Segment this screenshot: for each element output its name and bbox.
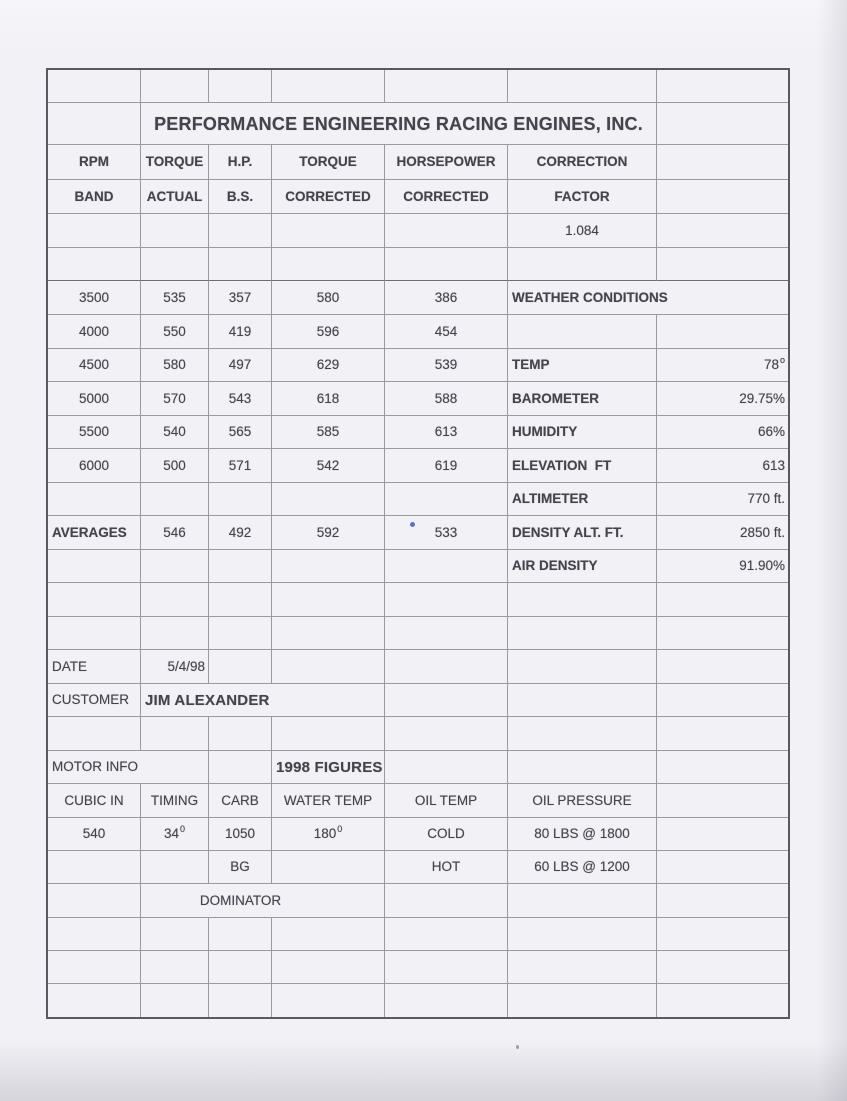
cell-text: DOMINATOR xyxy=(199,892,282,908)
sheet-cell xyxy=(48,315,141,349)
cell-text: 770 ft. xyxy=(747,491,785,507)
sheet-cell-empty xyxy=(657,248,788,281)
sheet-cell-empty xyxy=(48,483,141,516)
sheet-cell-empty xyxy=(657,818,788,851)
customer-label xyxy=(48,684,141,717)
sheet-cell: 180 $^0$ xyxy=(272,818,385,851)
cell-text: TEMP xyxy=(512,357,550,373)
cell-text: TORQUE xyxy=(299,154,357,170)
pen-dot-mark xyxy=(410,522,415,527)
sheet-cell-empty xyxy=(385,617,508,650)
sheet-cell xyxy=(657,483,788,516)
cell-text: 540 xyxy=(163,424,186,440)
sheet-cell-empty xyxy=(508,951,657,984)
sheet-cell-empty xyxy=(385,650,508,684)
cell-text: 571 xyxy=(228,457,252,473)
sheet-cell-empty xyxy=(48,984,141,1017)
cell-text: ELEVATION FT xyxy=(512,457,612,473)
sheet-cell-empty xyxy=(657,145,788,180)
sheet-cell xyxy=(141,145,209,180)
sheet-cell xyxy=(508,349,657,382)
sheet-cell-empty xyxy=(508,984,657,1017)
sheet-cell xyxy=(385,416,508,449)
sheet-cell-empty xyxy=(272,951,385,984)
weather-conditions-heading xyxy=(508,281,788,315)
cell-text: B.S. xyxy=(226,188,254,204)
sheet-cell-empty xyxy=(209,951,272,984)
cell-text: WATER TEMP xyxy=(283,792,373,808)
sheet-cell-empty xyxy=(508,684,657,717)
sheet-cell xyxy=(508,483,657,516)
sheet-cell-empty xyxy=(272,918,385,951)
sheet-cell-empty xyxy=(508,650,657,684)
sheet-cell xyxy=(209,784,272,818)
cell-text: 542 xyxy=(316,457,340,473)
cell-text: 357 xyxy=(228,289,252,305)
sheet-cell-empty xyxy=(272,984,385,1017)
sheet-cell-empty xyxy=(385,583,508,617)
sheet-cell-empty xyxy=(657,717,788,751)
sheet-cell-empty xyxy=(141,70,209,103)
cell-text: 78 xyxy=(763,357,779,373)
sheet-cell xyxy=(209,416,272,449)
sheet-cell xyxy=(385,382,508,416)
sheet-cell-empty xyxy=(48,70,141,103)
scan-speck xyxy=(516,1045,519,1049)
sheet-cell-empty xyxy=(141,984,209,1017)
sheet-cell xyxy=(385,180,508,214)
sheet-cell xyxy=(385,516,508,550)
sheet-cell-empty xyxy=(209,214,272,248)
sheet-cell xyxy=(209,851,272,884)
cell-text: FACTOR xyxy=(554,188,610,204)
sheet-cell xyxy=(657,416,788,449)
sheet-cell-empty xyxy=(508,751,657,784)
sheet-cell xyxy=(272,315,385,349)
sheet-cell-empty xyxy=(209,550,272,583)
sheet-cell xyxy=(141,349,209,382)
sheet-cell xyxy=(141,516,209,550)
sheet-cell-empty xyxy=(508,918,657,951)
cell-text: 4000 xyxy=(78,323,110,339)
cell-text: RPM xyxy=(79,154,109,170)
cell-text: 66% xyxy=(757,424,785,440)
date-value xyxy=(141,650,209,684)
sheet-title xyxy=(141,103,657,145)
sheet-cell-empty xyxy=(141,583,209,617)
sheet-cell xyxy=(48,516,141,550)
sheet-cell-empty xyxy=(657,951,788,984)
cell-text: 1.084 xyxy=(565,222,599,238)
cell-text: 588 xyxy=(434,390,458,406)
sheet-cell-empty xyxy=(141,550,209,583)
cell-text: 619 xyxy=(434,457,458,473)
cell-text: 4500 xyxy=(78,357,110,373)
sheet-cell-empty xyxy=(141,951,209,984)
cell-text: 5/4/98 xyxy=(167,658,205,674)
cell-text: MOTOR INFO xyxy=(52,759,138,775)
sheet-cell-empty xyxy=(48,103,141,145)
sheet-cell xyxy=(508,550,657,583)
cell-text: DATE xyxy=(52,658,88,674)
sheet-cell: 78 $^o$ xyxy=(657,349,788,382)
sheet-cell-empty xyxy=(48,918,141,951)
sheet-cell xyxy=(141,382,209,416)
sheet-cell xyxy=(209,818,272,851)
cell-text: 1998 FIGURES xyxy=(276,758,383,776)
cell-text: TIMING xyxy=(150,792,199,808)
cell-text: 29.75% xyxy=(739,390,785,406)
sheet-cell xyxy=(48,281,141,315)
cell-text: 419 xyxy=(228,323,252,339)
sheet-cell-empty xyxy=(272,717,385,751)
sheet-cell-empty xyxy=(272,214,385,248)
motor-info-heading xyxy=(48,751,209,784)
sheet-cell-empty xyxy=(141,483,209,516)
sheet-cell-empty xyxy=(385,717,508,751)
sheet-cell xyxy=(141,449,209,483)
sheet-cell-empty xyxy=(272,583,385,617)
sheet-cell-empty xyxy=(657,884,788,918)
cell-text: 5500 xyxy=(78,424,110,440)
cell-text: OIL TEMP xyxy=(414,792,478,808)
sheet-cell-empty xyxy=(657,751,788,784)
sheet-cell xyxy=(508,180,657,214)
sheet-cell-empty xyxy=(272,550,385,583)
sheet-cell-empty xyxy=(657,650,788,684)
sheet-cell xyxy=(48,449,141,483)
cell-text: 546 xyxy=(163,524,186,540)
cell-text: 592 xyxy=(316,524,340,540)
sheet-cell: 34 $^0$ xyxy=(141,818,209,851)
sheet-cell-empty xyxy=(508,315,657,349)
sheet-cell-empty xyxy=(657,315,788,349)
cell-text: 1050 xyxy=(224,826,256,842)
sheet-cell xyxy=(508,449,657,483)
sheet-cell xyxy=(272,349,385,382)
cell-text: 60 LBS @ 1200 xyxy=(534,859,630,875)
sheet-cell xyxy=(48,416,141,449)
sheet-cell xyxy=(508,784,657,818)
sheet-cell-empty xyxy=(209,918,272,951)
sheet-cell-empty xyxy=(272,483,385,516)
sheet-cell xyxy=(508,851,657,884)
sheet-cell xyxy=(272,180,385,214)
sheet-cell-empty xyxy=(657,918,788,951)
sheet-cell-empty xyxy=(48,617,141,650)
sheet-cell-empty xyxy=(385,951,508,984)
sheet-cell-empty xyxy=(272,851,385,884)
sheet-cell-empty xyxy=(385,214,508,248)
date-label xyxy=(48,650,141,684)
cell-text: 91.90% xyxy=(739,558,785,574)
sheet-cell-empty xyxy=(48,717,141,751)
cell-text: H.P. xyxy=(227,154,253,170)
sheet-cell-empty xyxy=(209,717,272,751)
sheet-cell xyxy=(209,449,272,483)
sheet-cell-empty xyxy=(657,70,788,103)
sheet-cell-empty xyxy=(657,214,788,248)
sheet-cell xyxy=(272,784,385,818)
cell-text: CORRECTED xyxy=(403,188,489,204)
cell-text: 550 xyxy=(163,323,186,339)
sheet-cell-empty xyxy=(272,650,385,684)
sheet-cell-empty xyxy=(657,684,788,717)
cell-text: HORSEPOWER xyxy=(396,154,496,170)
sheet-cell-empty xyxy=(385,550,508,583)
sheet-cell-empty xyxy=(657,851,788,884)
cell-text: CUBIC IN xyxy=(64,792,124,808)
sheet-cell xyxy=(508,382,657,416)
sheet-cell-empty xyxy=(141,918,209,951)
cell-text: ALTIMETER xyxy=(512,491,589,507)
sheet-cell-empty xyxy=(508,717,657,751)
sheet-cell xyxy=(657,550,788,583)
sheet-cell-empty xyxy=(385,918,508,951)
sheet-cell-empty xyxy=(508,583,657,617)
cell-text: HUMIDITY xyxy=(512,424,578,440)
sheet-cell xyxy=(48,784,141,818)
cell-text: 580 xyxy=(316,289,340,305)
sheet-cell-empty xyxy=(141,851,209,884)
cell-text: AVERAGES xyxy=(52,524,127,540)
sheet-cell-empty xyxy=(657,583,788,617)
sheet-cell xyxy=(657,382,788,416)
sheet-cell xyxy=(48,180,141,214)
cell-text: WEATHER CONDITIONS xyxy=(512,289,668,305)
sheet-cell xyxy=(141,784,209,818)
sheet-cell-empty xyxy=(209,248,272,281)
cell-text: 539 xyxy=(434,357,458,373)
sheet-cell xyxy=(385,281,508,315)
sheet-cell-empty xyxy=(209,984,272,1017)
cell-text: ACTUAL xyxy=(146,188,203,204)
cell-text: 5000 xyxy=(78,390,110,406)
sheet-cell xyxy=(209,349,272,382)
cell-text: 613 xyxy=(762,457,785,473)
cell-text: 613 xyxy=(434,424,458,440)
sheet-cell-empty xyxy=(385,483,508,516)
sheet-cell-empty xyxy=(508,884,657,918)
cell-text: OIL PRESSURE xyxy=(532,792,632,808)
cell-text: 2850 ft. xyxy=(739,524,785,540)
sheet-cell-empty xyxy=(209,483,272,516)
sheet-cell-empty xyxy=(209,617,272,650)
sheet-cell xyxy=(385,145,508,180)
sheet-cell xyxy=(141,416,209,449)
sheet-cell xyxy=(272,382,385,416)
sheet-cell xyxy=(657,516,788,550)
sheet-cell xyxy=(141,315,209,349)
sheet-cell xyxy=(508,516,657,550)
sheet-cell-empty xyxy=(657,984,788,1017)
sheet-cell xyxy=(209,382,272,416)
cell-text: 570 xyxy=(163,390,186,406)
sheet-cell-empty xyxy=(48,884,141,918)
sheet-cell-empty xyxy=(657,180,788,214)
sheet-cell xyxy=(209,315,272,349)
sheet-cell-empty xyxy=(385,984,508,1017)
cell-text: 596 xyxy=(316,323,340,339)
sheet-cell-empty xyxy=(209,650,272,684)
spreadsheet-grid xyxy=(46,68,790,1019)
cell-text: AIR DENSITY xyxy=(512,558,598,574)
sheet-cell-empty xyxy=(657,103,788,145)
cell-text: HOT xyxy=(431,859,461,875)
sheet-cell-empty xyxy=(141,214,209,248)
cell-text: TORQUE xyxy=(145,154,204,170)
sheet-cell xyxy=(272,449,385,483)
cell-text: CARB xyxy=(221,792,259,808)
cell-text: COLD xyxy=(427,826,465,842)
sheet-cell-empty xyxy=(272,248,385,281)
carb-model xyxy=(141,884,385,918)
sheet-cell xyxy=(385,349,508,382)
sheet-cell-empty xyxy=(48,851,141,884)
sheet-cell xyxy=(48,382,141,416)
sheet-cell-empty xyxy=(209,70,272,103)
cell-text: BG xyxy=(230,859,250,875)
sheet-cell xyxy=(48,818,141,851)
sheet-cell-empty xyxy=(508,617,657,650)
cell-text: 618 xyxy=(316,390,340,406)
sheet-cell-empty xyxy=(48,248,141,281)
cell-text: 3500 xyxy=(78,289,110,305)
cell-text: JIM ALEXANDER xyxy=(145,691,270,709)
sheet-cell xyxy=(508,818,657,851)
cell-text: 540 xyxy=(82,826,106,842)
sheet-cell xyxy=(272,281,385,315)
sheet-cell-empty xyxy=(508,248,657,281)
cell-text: PERFORMANCE ENGINEERING RACING ENGINES, INC. xyxy=(154,113,643,134)
sheet-cell xyxy=(141,180,209,214)
cell-text: BAND xyxy=(74,188,114,204)
sheet-cell xyxy=(385,784,508,818)
sheet-cell-empty xyxy=(48,550,141,583)
sheet-cell xyxy=(141,281,209,315)
cell-text: 533 xyxy=(434,524,458,540)
sheet-cell-empty xyxy=(657,784,788,818)
sheet-cell xyxy=(209,516,272,550)
cell-text: CORRECTED xyxy=(285,188,371,204)
sheet-cell xyxy=(48,349,141,382)
sheet-cell xyxy=(209,145,272,180)
sheet-cell xyxy=(272,145,385,180)
sheet-cell-empty xyxy=(385,684,508,717)
sheet-cell-empty xyxy=(508,70,657,103)
sheet-cell-empty xyxy=(141,617,209,650)
cell-text: 580 xyxy=(163,357,186,373)
sheet-cell-empty xyxy=(48,951,141,984)
cell-text: 585 xyxy=(316,424,340,440)
cell-text: BAROMETER xyxy=(512,390,599,406)
sheet-cell-empty xyxy=(385,248,508,281)
cell-text: CUSTOMER xyxy=(52,692,130,708)
sheet-cell xyxy=(209,281,272,315)
cell-text: 6000 xyxy=(78,457,110,473)
sheet-cell-empty xyxy=(272,617,385,650)
cell-text: 34 xyxy=(163,826,179,842)
cell-text: 454 xyxy=(434,323,458,339)
cell-text: 492 xyxy=(228,524,252,540)
sheet-cell xyxy=(385,315,508,349)
sheet-cell-empty xyxy=(272,70,385,103)
sheet-cell xyxy=(385,851,508,884)
sheet-cell-empty xyxy=(209,751,272,784)
cell-text: 500 xyxy=(163,457,186,473)
sheet-cell xyxy=(508,416,657,449)
cell-text: 386 xyxy=(434,289,458,305)
cell-text: 535 xyxy=(163,289,186,305)
cell-text: DENSITY ALT. FT. xyxy=(512,524,624,540)
sheet-cell xyxy=(508,145,657,180)
sheet-cell xyxy=(48,145,141,180)
sheet-cell-empty xyxy=(141,717,209,751)
sheet-cell xyxy=(385,449,508,483)
sheet-cell xyxy=(657,449,788,483)
customer-name xyxy=(141,684,385,717)
sheet-cell-empty xyxy=(209,583,272,617)
sheet-cell-empty xyxy=(385,884,508,918)
sheet-cell-empty xyxy=(385,70,508,103)
sheet-cell-empty xyxy=(48,214,141,248)
correction-factor-value xyxy=(508,214,657,248)
sheet-cell-empty xyxy=(141,248,209,281)
sheet-cell xyxy=(385,818,508,851)
cell-text: 180 xyxy=(313,826,337,842)
sheet-cell-empty xyxy=(657,617,788,650)
sheet-cell-empty xyxy=(385,751,508,784)
sheet-cell xyxy=(272,516,385,550)
cell-text: 80 LBS @ 1800 xyxy=(534,826,630,842)
cell-text: 629 xyxy=(316,357,340,373)
sheet-cell xyxy=(272,416,385,449)
cell-text: 543 xyxy=(228,390,252,406)
sheet-cell xyxy=(209,180,272,214)
cell-text: 497 xyxy=(228,357,252,373)
sheet-cell-empty xyxy=(48,583,141,617)
figures-heading xyxy=(272,751,385,784)
cell-text: 565 xyxy=(228,424,252,440)
cell-text: CORRECTION xyxy=(536,154,628,170)
